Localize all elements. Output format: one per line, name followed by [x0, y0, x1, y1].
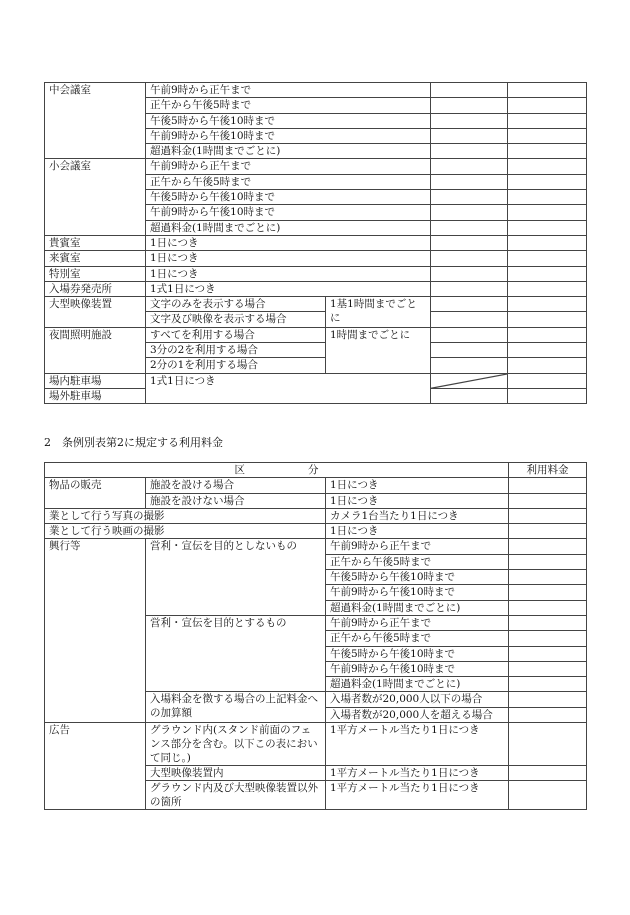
- note-cell: [508, 83, 587, 98]
- fee-cell: [431, 281, 508, 296]
- diagonal-strike-cell: [431, 373, 508, 388]
- time-slot: 午前9時から正午まで: [146, 83, 431, 98]
- unit-cell: 1平方メートル当たり1日につき: [326, 766, 509, 781]
- condition-cell: 施設を設ける場合: [146, 478, 326, 493]
- note-cell: [508, 297, 587, 312]
- unit-cell: 1日につき: [146, 251, 431, 266]
- fee-cell: [509, 539, 587, 554]
- fee-cell: [509, 631, 587, 646]
- fee-cell: [431, 159, 508, 174]
- time-slot: 午前9時から正午まで: [146, 159, 431, 174]
- time-slot: 超過料金(1時間までごとに): [326, 677, 509, 692]
- fee-cell: [509, 478, 587, 493]
- note-cell: [508, 327, 587, 342]
- category-header: 区 分: [45, 463, 509, 478]
- section-heading: 2 条例別表第2に規定する利用料金: [44, 436, 223, 449]
- usage-cell: 文字及び映像を表示する場合: [146, 312, 326, 327]
- diagonal-line-icon: [431, 374, 507, 388]
- fee-cell: [431, 205, 508, 220]
- unit-cell: 1式1日につき: [146, 281, 431, 296]
- unit-cell: 1日につき: [146, 235, 431, 250]
- note-cell: [508, 281, 587, 296]
- fee-cell: [509, 707, 587, 722]
- room-name: 小会議室: [45, 159, 146, 235]
- fee-cell: [509, 585, 587, 600]
- fee-cell: [509, 661, 587, 676]
- fee-header: 利用料金: [509, 463, 587, 478]
- table-row: [45, 83, 587, 98]
- unit-cell: 1基1時間までごとに: [326, 297, 431, 328]
- fee-cell: [509, 766, 587, 781]
- note-cell: [508, 373, 587, 388]
- time-slot: 午後5時から午後10時まで: [146, 190, 431, 205]
- table-row: [45, 235, 587, 250]
- table-row: [45, 524, 587, 539]
- time-slot: 午前9時から午後10時まで: [146, 205, 431, 220]
- fee-cell: [509, 508, 587, 523]
- fee-cell: [509, 615, 587, 630]
- table-row: [45, 266, 587, 281]
- room-name: 場内駐車場: [45, 373, 146, 388]
- note-cell: [508, 388, 587, 403]
- table-row: [45, 373, 587, 388]
- room-name: 貴賓室: [45, 235, 146, 250]
- time-slot: 正午から午後5時まで: [146, 174, 431, 189]
- fee-cell: [431, 98, 508, 113]
- facility-fee-table: [44, 82, 587, 404]
- fee-cell: [509, 781, 587, 810]
- category-name: 業として行う映画の撮影: [45, 524, 326, 539]
- fee-cell: [431, 220, 508, 235]
- note-cell: [508, 128, 587, 143]
- table-row: [45, 508, 587, 523]
- note-cell: [508, 358, 587, 373]
- room-name: 大型映像装置: [45, 297, 146, 328]
- fee-cell: [509, 723, 587, 766]
- fee-cell: [431, 174, 508, 189]
- fee-cell: [431, 312, 508, 327]
- table-row: [45, 723, 587, 766]
- fee-cell: [431, 388, 508, 403]
- time-slot: 午前9時から正午まで: [326, 539, 509, 554]
- time-slot: 午前9時から正午まで: [326, 615, 509, 630]
- note-cell: [508, 190, 587, 205]
- table-row: [45, 478, 587, 493]
- fee-cell: [431, 358, 508, 373]
- unit-cell: 1平方メートル当たり1日につき: [326, 781, 509, 810]
- time-slot: 超過料金(1時間までごとに): [326, 600, 509, 615]
- time-slot: 午後5時から午後10時まで: [326, 646, 509, 661]
- time-slot: 超過料金(1時間までごとに): [146, 220, 431, 235]
- room-name: 場外駐車場: [45, 388, 146, 403]
- note-cell: [508, 144, 587, 159]
- fee-cell: [509, 570, 587, 585]
- time-slot: 午前9時から午後10時まで: [326, 585, 509, 600]
- fee-cell: [509, 600, 587, 615]
- note-cell: [508, 220, 587, 235]
- room-name: 来賓室: [45, 251, 146, 266]
- time-slot: 午前9時から午後10時まで: [146, 128, 431, 143]
- room-name: 入場券発売所: [45, 281, 146, 296]
- note-cell: [508, 205, 587, 220]
- condition-cell: 施設を設けない場合: [146, 493, 326, 508]
- unit-cell: 1日につき: [146, 266, 431, 281]
- fee-cell: [431, 297, 508, 312]
- fee-cell: [509, 677, 587, 692]
- fee-cell: [431, 113, 508, 128]
- note-cell: [508, 235, 587, 250]
- note-cell: [508, 159, 587, 174]
- condition-cell: 営利・宣伝を目的としないもの: [146, 539, 326, 615]
- fee-cell: [431, 251, 508, 266]
- note-cell: [508, 174, 587, 189]
- fee-cell: [509, 646, 587, 661]
- table-row: [45, 159, 587, 174]
- attendance-cell: 入場者数が20,000人以下の場合: [326, 692, 509, 707]
- fee-cell: [509, 524, 587, 539]
- location-cell: グラウンド内(スタンド前面のフェンス部分を含む。以下この表において同じ。): [146, 723, 326, 766]
- time-slot: 午後5時から午後10時まで: [146, 113, 431, 128]
- usage-cell: 2分の1を利用する場合: [146, 358, 326, 373]
- table-header-row: [45, 463, 587, 478]
- note-cell: [508, 251, 587, 266]
- note-cell: [508, 98, 587, 113]
- fee-cell: [509, 493, 587, 508]
- room-name: 中会議室: [45, 83, 146, 159]
- usage-fee-table: [44, 462, 587, 810]
- condition-cell: 入場料金を徴する場合の上記料金への加算額: [146, 692, 326, 723]
- fee-cell: [431, 266, 508, 281]
- note-cell: [508, 312, 587, 327]
- usage-cell: 文字のみを表示する場合: [146, 297, 326, 312]
- table-row: [45, 327, 587, 342]
- fee-cell: [431, 235, 508, 250]
- note-cell: [508, 343, 587, 358]
- location-cell: グラウンド内及び大型映像装置以外の箇所: [146, 781, 326, 810]
- time-slot: 正午から午後5時まで: [326, 554, 509, 569]
- note-cell: [508, 113, 587, 128]
- note-cell: [508, 266, 587, 281]
- table-row: [45, 297, 587, 312]
- usage-cell: 3分の2を利用する場合: [146, 343, 326, 358]
- fee-cell: [431, 128, 508, 143]
- time-slot: 正午から午後5時まで: [146, 98, 431, 113]
- unit-cell: カメラ1台当たり1日につき: [326, 508, 509, 523]
- time-slot: 午前9時から午後10時まで: [326, 661, 509, 676]
- fee-cell: [509, 554, 587, 569]
- table-row: [45, 281, 587, 296]
- fee-cell: [431, 83, 508, 98]
- location-cell: 大型映像装置内: [146, 766, 326, 781]
- fee-cell: [431, 190, 508, 205]
- fee-cell: [431, 144, 508, 159]
- unit-cell: 1平方メートル当たり1日につき: [326, 723, 509, 766]
- time-slot: 正午から午後5時まで: [326, 631, 509, 646]
- category-name: 業として行う写真の撮影: [45, 508, 326, 523]
- usage-cell: すべてを利用する場合: [146, 327, 326, 342]
- category-name: 広告: [45, 723, 146, 810]
- table-row: [45, 539, 587, 554]
- fee-cell: [509, 692, 587, 707]
- fee-cell: [431, 327, 508, 342]
- unit-cell: 1日につき: [326, 478, 509, 493]
- fee-cell: [431, 343, 508, 358]
- room-name: 夜間照明施設: [45, 327, 146, 373]
- time-slot: 超過料金(1時間までごとに): [146, 144, 431, 159]
- unit-cell: 1日につき: [326, 524, 509, 539]
- unit-cell: 1式1日につき: [146, 373, 431, 404]
- condition-cell: 営利・宣伝を目的とするもの: [146, 615, 326, 691]
- table-row: [45, 251, 587, 266]
- attendance-cell: 入場者数が20,000人を超える場合: [326, 707, 509, 722]
- unit-cell: 1時間までごとに: [326, 327, 431, 373]
- category-name: 物品の販売: [45, 478, 146, 509]
- time-slot: 午後5時から午後10時まで: [326, 570, 509, 585]
- room-name: 特別室: [45, 266, 146, 281]
- unit-cell: 1日につき: [326, 493, 509, 508]
- category-name: 興行等: [45, 539, 146, 723]
